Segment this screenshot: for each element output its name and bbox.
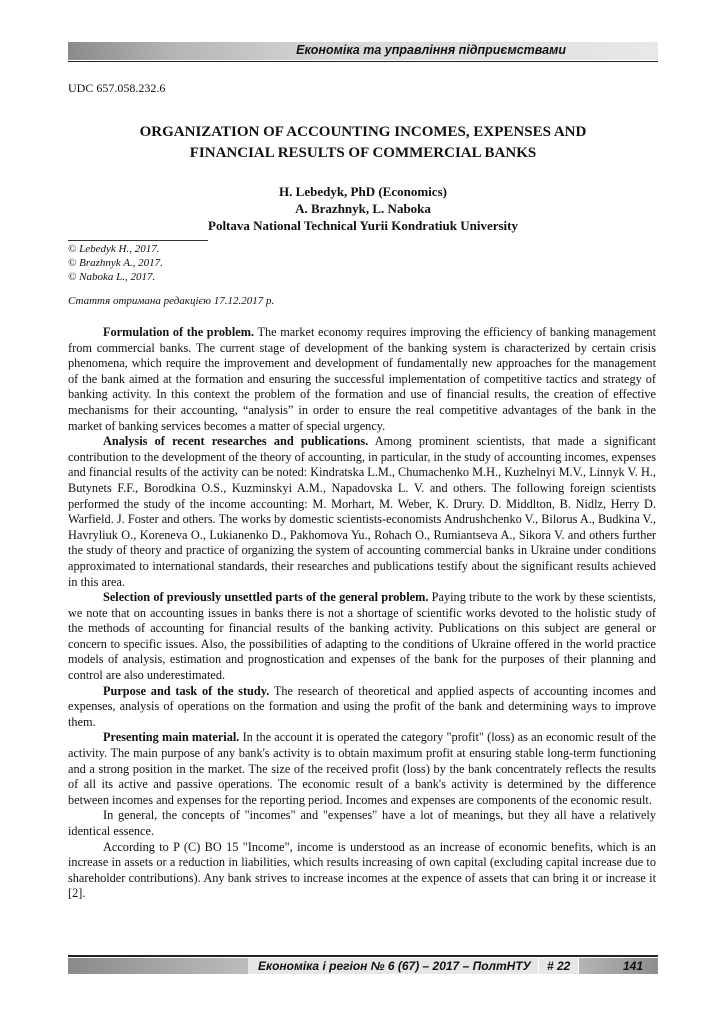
article-body [68, 325, 656, 902]
udc-code: UDC 657.058.232.6 [68, 81, 166, 95]
paragraph [68, 684, 656, 731]
paragraph [68, 590, 656, 684]
title-line-1: ORGANIZATION OF ACCOUNTING INCOMES, EXPENSES AND [139, 124, 587, 140]
paragraph-heading: Formulation of the problem. [103, 325, 255, 339]
paragraph [68, 730, 656, 808]
authors-block [68, 183, 658, 234]
footer-rule [68, 955, 658, 957]
paragraph [68, 434, 656, 590]
paragraph-text: Among prominent scientists, that made a significant contribution to the development of the theory of accounting, in particular, in the study of accounting incomes, expenses and financial results of the activity can be noted: Kindratska L.M., Chumachenko M.H., Kuzhelnyi M.V., Linnyk V. H., Butynets F.F., Borodkina O.S., Kuzminskyi A.M., Napadovska L. V. and others. The following foreign scientists performed the study of the income accounting: M. Morhart, M. Weber, K. Drury. D. Middlton, B. Nidlz, Herry D. Warfield. J. Foster and others. The works by domestic scientists-economists Andrushchenko V., Bilorus A., Budkina V., Havryliuk O., Koreneva O., Lukianenko D., Pakhomova Yu., Rohach O., Rumiantseva A., Sikora V. and others further the study of theory and practice of organizing the system of accounting commercial banks in Ukraine under conditions approximated to international standards, their researches and publications testify about the significant results achieved in this area. [68, 434, 656, 589]
copyright-line: © Lebedyk H., 2017. [68, 243, 160, 255]
running-header [68, 42, 658, 60]
paragraph-text: In the account it is operated the category "profit" (loss) as an economic result of the activity. The main purpose of any bank's activity is to obtain maximum profit at ensuring stable long-term functioning and a strong position in the market. The size of the received profit (loss) by the bank concentrately reflects the results of all its active and passive operations. The economic result of a bank's activity is determined by the difference between incomes and expenses for the reporting period. Incomes and expenses are components of the economic result. [68, 730, 656, 807]
footer-shade-left [68, 958, 248, 974]
paragraph-text: In general, the concepts of "incomes" and "expenses" have a lot of meanings, but they all have a relatively identical essence. [68, 808, 656, 838]
footer-shade-right [578, 958, 658, 974]
footer-issue: # 22 [547, 959, 571, 973]
received-date: Стаття отримана редакцією 17.12.2017 р. [68, 295, 275, 307]
paragraph-heading: Purpose and task of the study. [103, 683, 270, 698]
copyright-line: © Brazhnyk A., 2017. [68, 257, 163, 269]
page-number: 141 [623, 959, 644, 973]
author-line-1: H. Lebedyk, PhD (Economics) [279, 184, 447, 199]
paragraph-heading: Selection of previously unsettled parts of the general problem. [103, 590, 429, 605]
footer-separator [538, 958, 539, 974]
journal-section: Економіка та управління підприємствами [296, 43, 566, 57]
article-title [68, 122, 658, 164]
paragraph-text: The research of theoretical and applied aspects of accounting incomes and expenses, analysis of operations on the formation and using the profit of the bank and determining ways to improve them. [68, 683, 657, 729]
paragraph-text: According to P (C) BO 15 "Income", income is understood as an increase of economic benefits, which is an increase in assets or a reduction in liabilities, which results increasing of own capital (excluding capital increase due to shareholder contributions). Any bank strives to increase incomes at the expence of assets that can bring it or increase it [2]. [68, 839, 656, 901]
affiliation: Poltava National Technical Yurii Kondratiuk University [208, 218, 518, 233]
copyright-line: © Naboka L., 2017. [68, 271, 156, 283]
paragraph [68, 325, 656, 434]
running-footer [68, 958, 658, 974]
footer-journal: Економіка і регіон № 6 (67) – 2017 – ПолтНТУ [258, 959, 531, 973]
paragraph-text: The market economy requires improving the efficiency of banking management from commercial banks. The current stage of development of the banking system is characterized by certain crisis phenomena, which require the improvement and development of fundamentally new approaches for the management of the bank aimed at the formation and ensuring the successful implementation of competitive tactics and strategy of banking activity. In this context the problem of the formation and use of financial results, the creation of effective mechanisms for their accounting, “analysis” in order to ensure the real competitive advantages of the bank in the market of banking services becomes a matter of special urgency. [68, 325, 656, 433]
footer-separator [578, 958, 579, 974]
author-line-2: A. Brazhnyk, L. Naboka [295, 201, 431, 216]
header-rule [68, 61, 658, 63]
paragraph-text: Paying tribute to the work by these scientists, we note that on accounting issues in banks there is not a shortage of scientific works devoted to the holistic study of the methods of accounting for financial results of the banking activity. Publications on this subject are general or concern to specific issues. Also, the possibilities of adapting to the conditions of Ukraine offered in the world practice models of analysis, estimation and prognostication and expenses of the bank for the purposes of their planning and control are also underestimated. [68, 590, 656, 683]
paragraph [68, 808, 656, 839]
paragraph-heading: Presenting main material. [103, 730, 240, 745]
title-line-2: FINANCIAL RESULTS OF COMMERCIAL BANKS [189, 145, 537, 161]
paragraph [68, 840, 656, 902]
paragraph-heading: Analysis of recent researches and publications. [103, 434, 369, 449]
copyright-block [68, 240, 208, 284]
